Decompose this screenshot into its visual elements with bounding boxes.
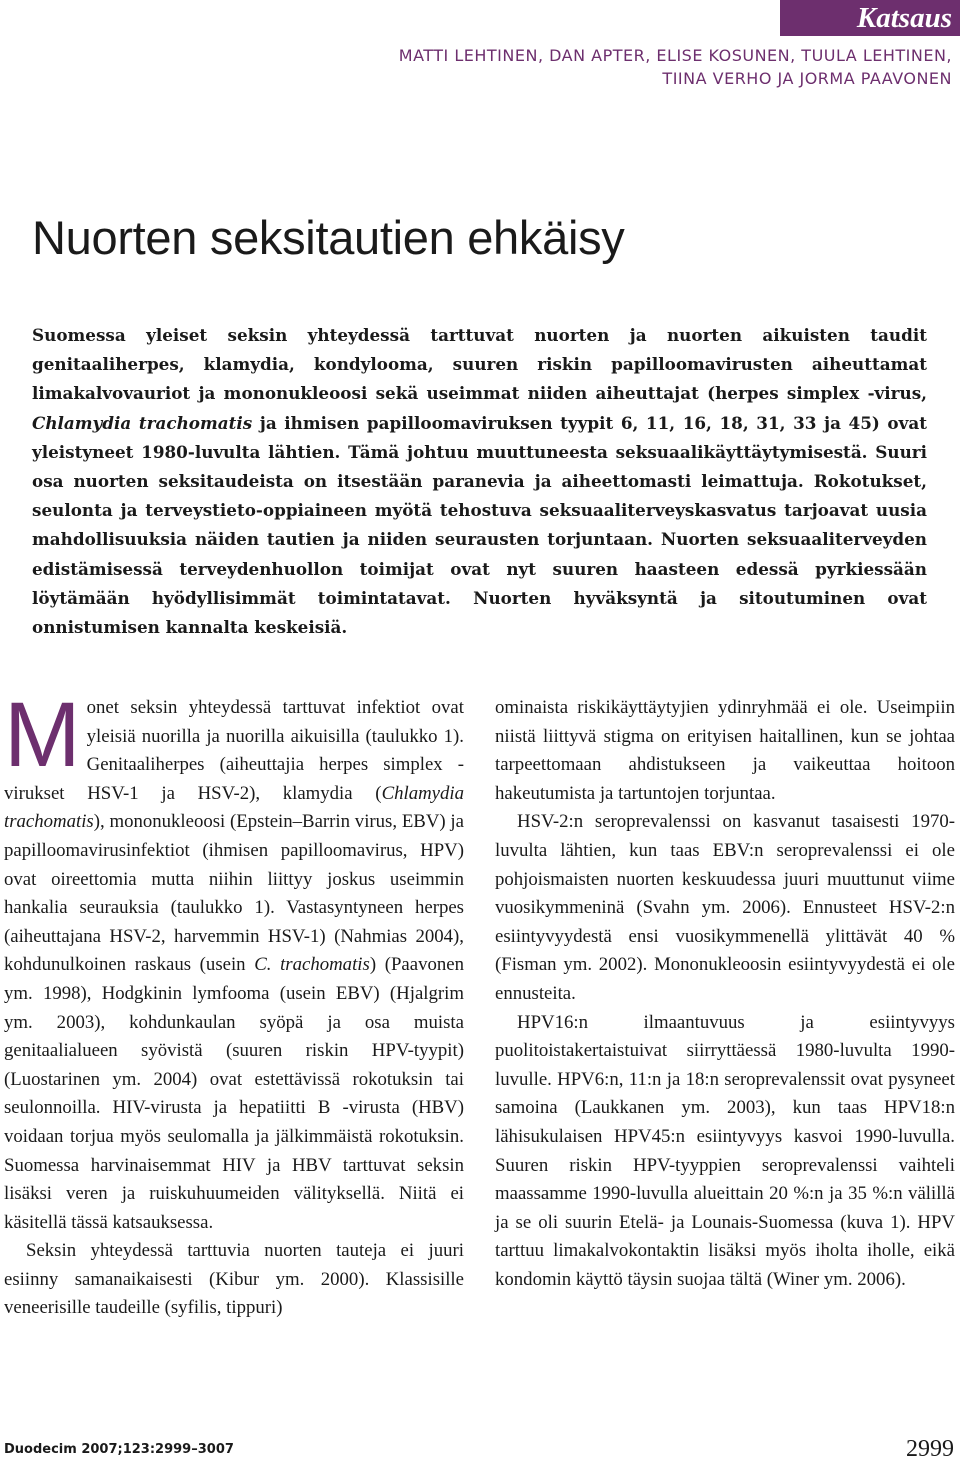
abstract (32, 321, 927, 642)
article-title: Nuorten seksitautien ehkäisy (32, 211, 625, 264)
left-paragraph-1-text-a: onet seksin yhteydessä tarttuvat infektiot ovat yleisiä nuorilla ja nuorilla aikuisilla (taulukko 1). Genitaaliherpes (aiheuttajia herpes simplex -virukset HSV-1 ja HSV-2), klamydia ( (4, 697, 464, 804)
left-paragraph-1-species-abbrev: C. trachomatis (254, 954, 370, 976)
authors-line-1: MATTI LEHTINEN, DAN APTER, ELISE KOSUNEN, TUULA LEHTINEN, (398, 46, 952, 65)
page-number: 2999 (906, 1436, 954, 1462)
drop-cap: M (4, 684, 81, 786)
right-paragraph-1: ominaista riskikäyttäytyjien ydinryhmää ei ole. Useimpiin niistä liittyvä stigma on erityisen haitallinen, kun se johtaa tarpeettomaan ahdistukseen ja vaikeuttaa hoitoon hakeutumista ja tartuntojen torjuntaa. (495, 697, 955, 804)
right-column (495, 694, 955, 1294)
left-paragraph-1-text-c: ), mononukleoosi (Epstein–Barrin virus, EBV) ja papilloomavirusinfektiot (ihmisen papilloomavirus, HPV) ovat oireettomia mutta niihin liittyy joskus useimmin hankalia seurauksia (taulukko 1). Vastasyntyneen herpes (aiheuttajana HSV-2, harvemmin HSV-1) (Nahmias 2004), kohdunulkoinen raskaus (usein (4, 811, 464, 976)
left-paragraph-1 (4, 684, 464, 1237)
right-paragraph-2: HSV-2:n seroprevalenssi on kasvanut tasaisesti 1970-luvulta lähtien, kun taas EBV:n seroprevalenssi ei ole pohjoismaisten nuorten keskuudessa juuri muuttunut viime vuosikymmeninä (Svahn ym. 2006). Ennusteet HSV-2:n esiintyvyydestä ensi vuosikymmenellä ylittävät 40 % (Fisman ym. 2002). Mononukleoosin esiintyvyydestä ei ole ennusteita. (495, 811, 955, 1004)
left-paragraph-1-text-e: ) (Paavonen ym. 1998), Hodgkinin lymfooma (usein EBV) (Hjalgrim ym. 2003), kohdunkaulan syöpä ja osa muista genitaalialueen syövistä (suuren riskin HPV-tyypit) (Luostarinen ym. 2004) ovat estettävissä rokotuksin tai seulonnoilla. HIV-virusta ja hepatiitti B -virusta (HBV) voidaan torjua myös seulomalla ja jälkimmäistä rokotuksin. Suomessa harvinaisemmat HIV ja HBV tarttuvat seksin lisäksi veren ja ruiskuhuumeiden välityksellä. Niitä ei käsitellä tässä katsauksessa. (4, 954, 464, 1233)
left-paragraph-2: Seksin yhteydessä tarttuvia nuorten tauteja ei juuri esiinny samanaikaisesti (Kibur ym. 2000). Klassisille veneerisille taudeille (syfilis, tippuri) (4, 1240, 464, 1319)
section-label: Katsaus (780, 0, 960, 36)
footer-citation: Duodecim 2007;123:2999–3007 (4, 1442, 234, 1457)
authors-line-2: TIINA VERHO JA JORMA PAAVONEN (662, 69, 952, 88)
authors (252, 44, 952, 90)
left-paragraph-1-species-name: Chlamydia trachomatis (4, 782, 464, 833)
abstract-part-3: ja ihmisen papilloomaviruksen tyypit 6, 11, 16, 18, 31, 33 ja 45) ovat yleistyneet 1980-luvulta lähtien. Tämä johtuu muuttuneesta seksuaalikäyttäytymisestä. Suuri osa nuorten seksitaudeista on itsestään paranevia ja aiheettomasti leimattuja. Rokotukset, seulonta ja terveystieto-oppiaineen myötä tehostuva seksuaaliterveyskasvatus tarjoavat uusia mahdollisuuksia näiden tautien ja niiden seurausten torjuntaan. Nuorten seksuaaliterveyden edistämisessä terveydenhuollon toimijat ovat nyt suuren haasteen edessä pyrkiessään löytämään hyödyllisimmät toimintatavat. Nuorten hyväksyntä ja sitoutuminen ovat onnistumisen kannalta keskeisiä. (32, 412, 927, 638)
abstract-species-name: Chlamydia trachomatis (32, 412, 253, 433)
right-paragraph-3: HPV16:n ilmaantuvuus ja esiintyvyys puolitoistakertaistuivat siirryttäessä 1980-luvulta 1990-luvulle. HPV6:n, 11:n ja 18:n seroprevalenssit ovat pysyneet samoina (Laukkanen ym. 2003), kun taas HPV18:n lähisukulaisen HPV45:n esiintyvyys kasvoi 1990-luvulla. Suuren riskin HPV-tyyppien seroprevalenssi vaihteli maassamme 1990-luvulla alueittain 20 %:n ja 35 %:n välillä ja se oli suurin Etelä- ja Lounais-Suomessa (kuva 1). HPV tarttuu limakalvokontaktin lisäksi myös iholta iholle, eikä kondomin käyttö täysin suojaa tältä (Winer ym. 2006). (495, 1011, 955, 1290)
abstract-part-1: Suomessa yleiset seksin yhteydessä tarttuvat nuorten ja nuorten aikuisten taudit genitaaliherpes, klamydia, kondylooma, suuren riskin papilloomavirusten aiheuttamat limakalvovauriot ja mononukleoosi sekä useimmat niiden aiheuttajat (herpes simplex -virus, (32, 325, 927, 404)
left-column (4, 684, 464, 1323)
